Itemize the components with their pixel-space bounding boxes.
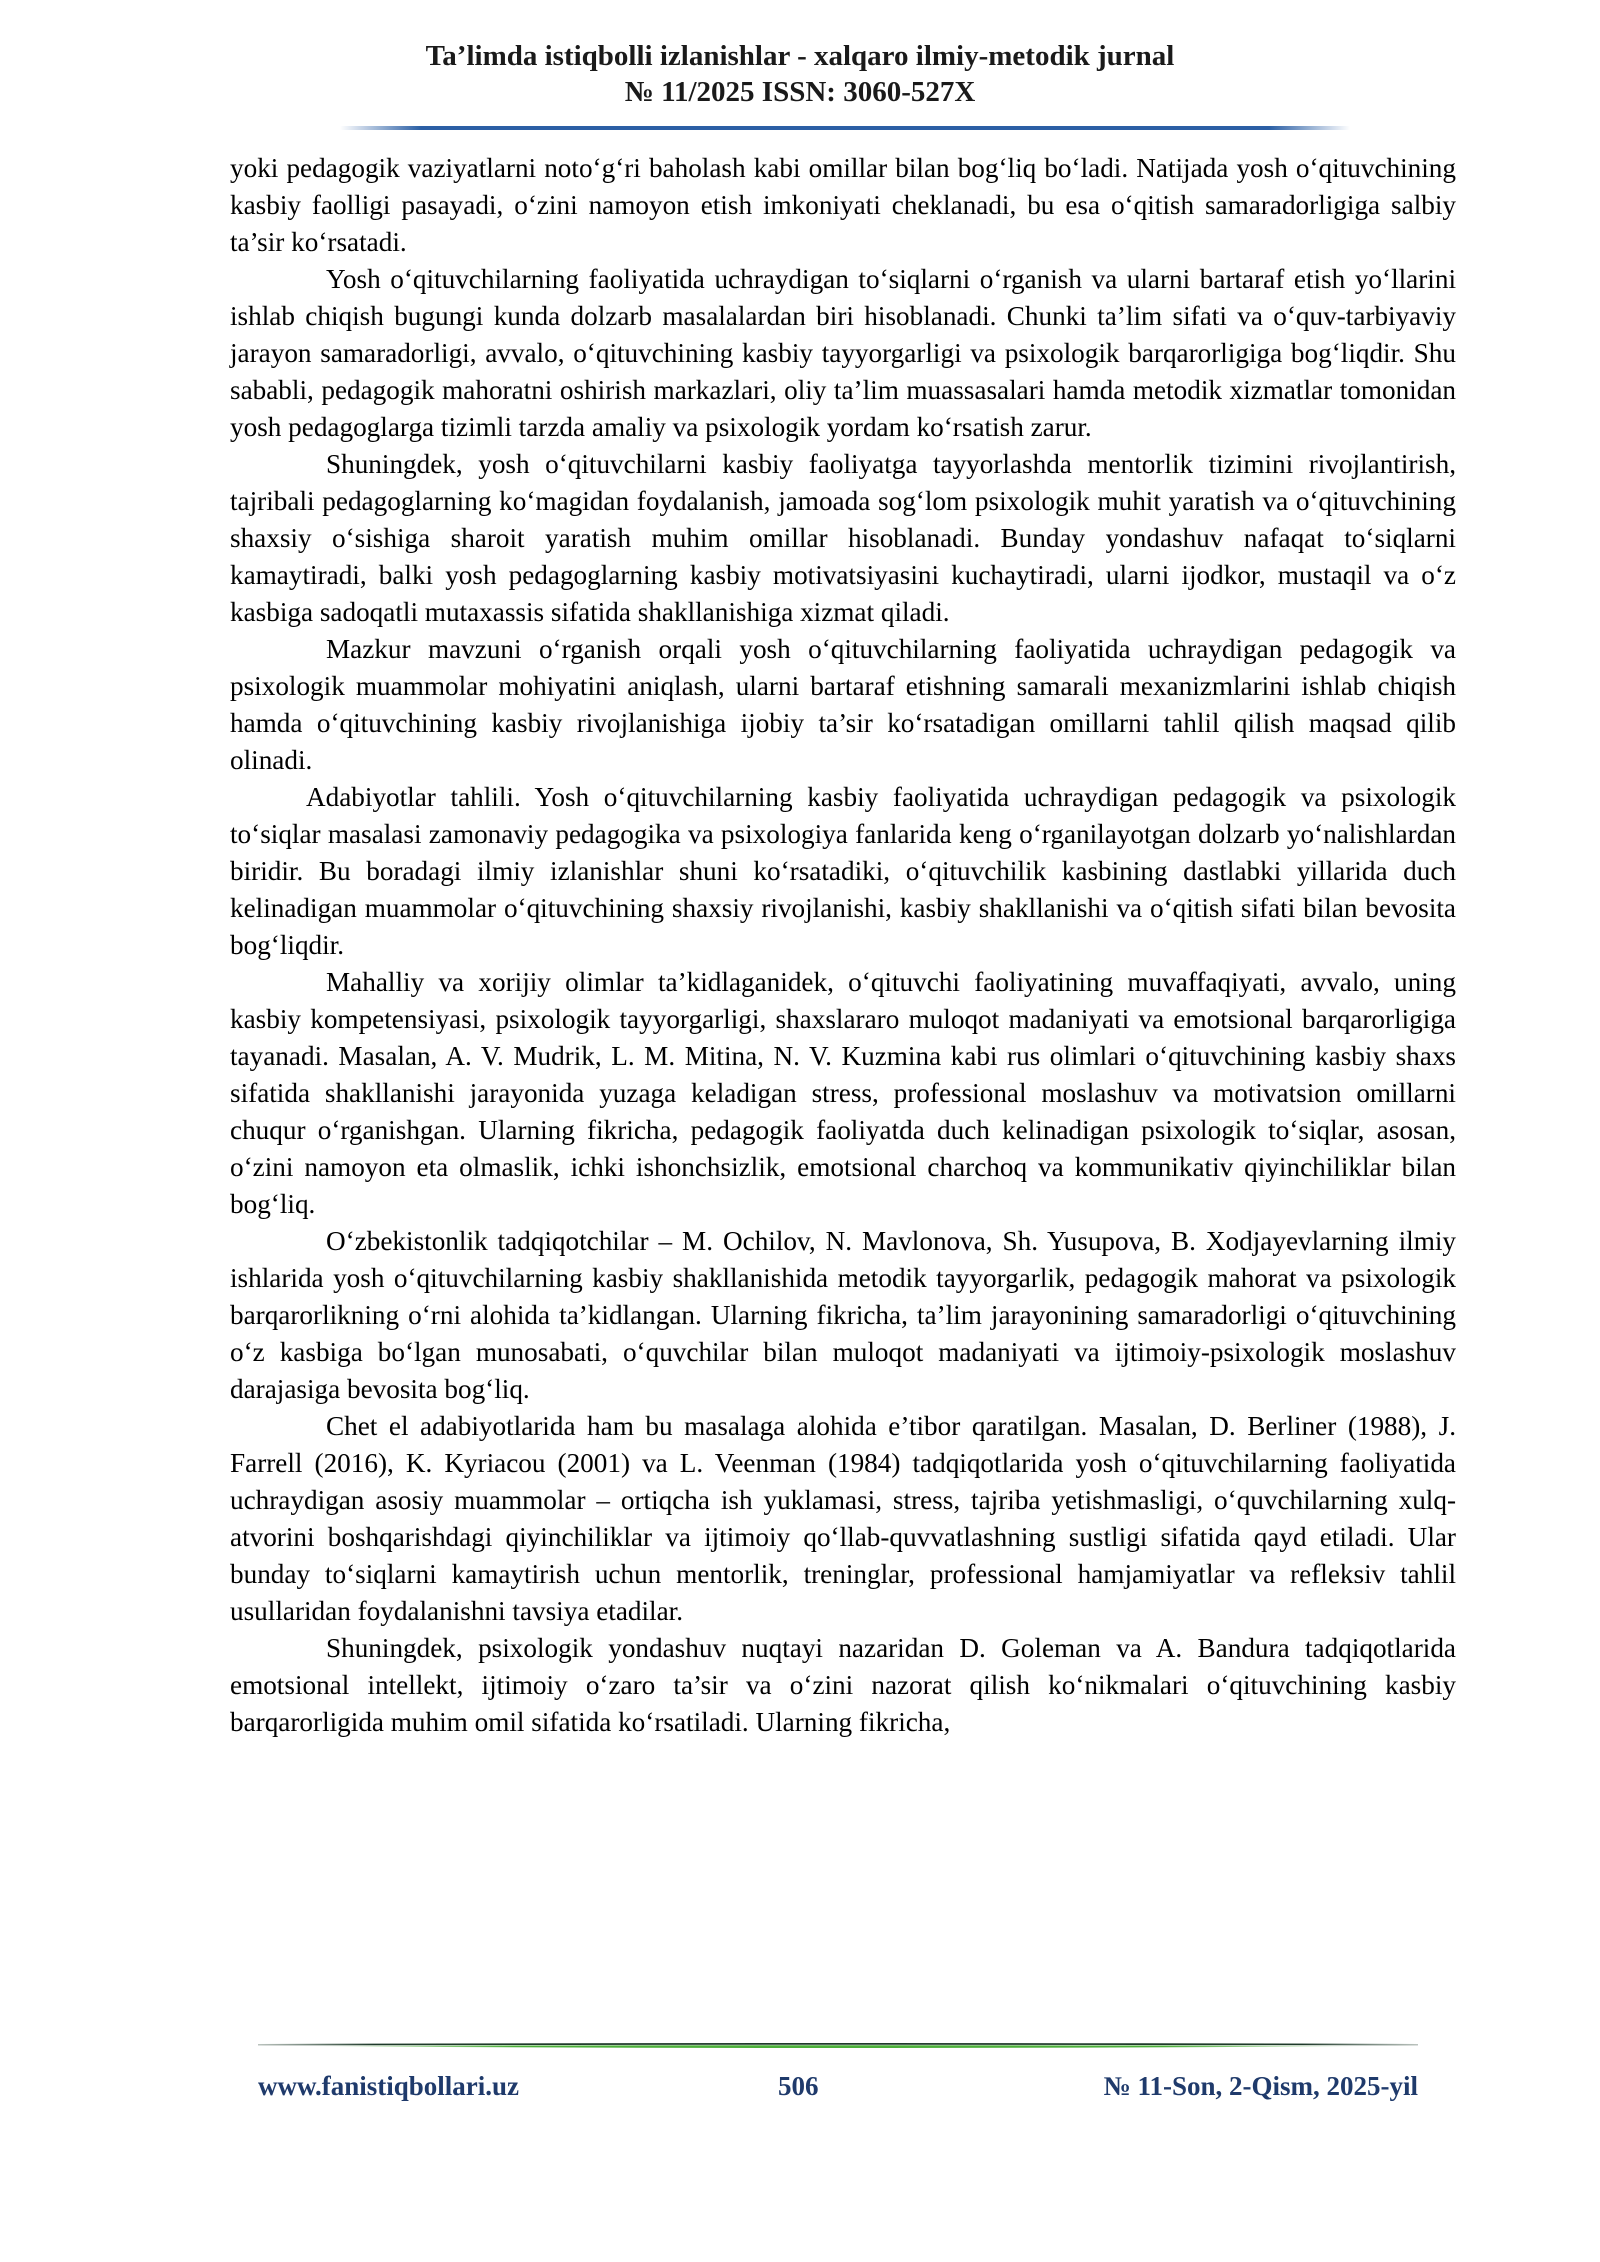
journal-title: Ta’limda istiqbolli izlanishlar - xalqaro ilmiy-metodik jurnal xyxy=(425,40,1175,72)
paragraph: yoki pedagogik vaziyatlarni noto‘g‘ri baholash kabi omillar bilan bog‘liq bo‘ladi. Natijada yosh o‘qituvchining kasbiy faolligi pasayadi, o‘zini namoyon etish imkoniyati cheklanadi, bu esa o‘qitish samaradorligiga salbiy ta’sir ko‘rsatadi. xyxy=(230,153,1456,257)
paragraph: Shuningdek, yosh o‘qituvchilarni kasbiy faoliyatga tayyorlashda mentorlik tizimini rivojlantirish, tajribali pedagoglarning ko‘magidan foydalanish, jamoada sog‘lom psixologik muhit yaratish va o‘qituvchining shaxsiy o‘sishiga sharoit yaratish muhim omillar hisoblanadi. Bunday yondashuv nafaqat to‘siqlarni kamaytiradi, balki yosh pedagoglarning kasbiy motivatsiyasini kuchaytiradi, ularni ijodkor, mustaqil va o‘z kasbiga sadoqatli mutaxassis sifatida shakllanishiga xizmat qiladi. xyxy=(230,449,1456,627)
footer-divider-graphic xyxy=(258,2042,1418,2050)
paragraph: Shuningdek, psixologik yondashuv nuqtayi nazaridan D. Goleman va A. Bandura tadqiqotlarida emotsional intellekt, ijtimoiy o‘zaro ta’sir va o‘zini nazorat qilish ko‘nikmalari o‘qituvchining kasbiy barqarorligida muhim omil sifatida ko‘rsatiladi. Ularning fikricha, xyxy=(230,1633,1456,1737)
page-header xyxy=(0,38,1600,110)
page-number: 506 xyxy=(778,2071,819,2101)
article-body xyxy=(230,150,1456,1741)
paragraph: O‘zbekistonlik tadqiqotchilar – M. Ochilov, N. Mavlonova, Sh. Yusupova, B. Xodjayevlarning ilmiy ishlarida yosh o‘qituvchilarning kasbiy shakllanishida metodik tayyorgarlik, pedagogik mahorat va psixologik barqarorlikning o‘rni alohida ta’kidlangan. Ularning fikricha, ta’lim jarayonining samaradorligi o‘qituvchining o‘z kasbiga bo‘lgan munosabati, o‘quvchilar bilan muloqot madaniyati va ijtimoiy-psixologik moslashuv darajasiga bevosita bog‘liq. xyxy=(230,1226,1456,1404)
header-divider xyxy=(340,126,1350,130)
paragraph: Mazkur mavzuni o‘rganish orqali yosh o‘qituvchilarning faoliyatida uchraydigan pedagogik va psixologik muammolar mohiyatini aniqlash, ularni bartaraf etishning samarali mexanizmlarini ishlab chiqish hamda o‘qituvchining kasbiy rivojlanishiga ijobiy ta’sir ko‘rsatadigan omillarni tahlil qilish maqsad qilib olinadi. xyxy=(230,634,1456,775)
footer-divider xyxy=(258,2042,1418,2050)
paragraph: Yosh o‘qituvchilarning faoliyatida uchraydigan to‘siqlarni o‘rganish va ularni bartaraf etish yo‘llarini ishlab chiqish bugungi kunda dolzarb masalalardan biri hisoblanadi. Chunki ta’lim sifati va o‘quv-tarbiyaviy jarayon samaradorligi, avvalo, o‘qituvchining kasbiy tayyorgarligi va psixologik barqarorligiga bog‘liqdir. Shu sababli, pedagogik mahoratni oshirish markazlari, oliy ta’lim muassasalari hamda metodik xizmatlar tomonidan yosh pedagoglarga tizimli tarzda amaliy va psixologik yordam ko‘rsatish zarur. xyxy=(230,264,1456,442)
issue-info: № 11-Son, 2-Qism, 2025-yil xyxy=(1103,2071,1418,2101)
journal-website-link[interactable]: www.fanistiqbollari.uz xyxy=(258,2071,520,2101)
page-footer xyxy=(258,2066,1418,2106)
issue-line: № 11/2025 ISSN: 3060-527X xyxy=(624,76,976,108)
paragraph: Mahalliy va xorijiy olimlar ta’kidlaganidek, o‘qituvchi faoliyatining muvaffaqiyati, avvalo, uning kasbiy kompetensiyasi, psixologik tayyorgarligi, shaxslararo muloqot madaniyati va emotsional barqarorligiga tayanadi. Masalan, A. V. Mudrik, L. M. Mitina, N. V. Kuzmina kabi rus olimlari o‘qituvchining kasbiy shaxs sifatida shakllanishi jarayonida yuzaga keladigan stress, professional moslashuv va motivatsion omillarni chuqur o‘rganishgan. Ularning fikricha, pedagogik faoliyatda duch kelinadigan psixologik to‘siqlar, asosan, o‘zini namoyon eta olmaslik, ichki ishonchsizlik, emotsional charchoq va kommunikativ qiyinchiliklar bilan bog‘liq. xyxy=(230,967,1456,1219)
paragraph: Adabiyotlar tahlili. Yosh o‘qituvchilarning kasbiy faoliyatida uchraydigan pedagogik va psixologik to‘siqlar masalasi zamonaviy pedagogika va psixologiya fanlarida keng o‘rganilayotgan dolzarb yo‘nalishlardan biridir. Bu boradagi ilmiy izlanishlar shuni ko‘rsatadiki, o‘qituvchilik kasbining dastlabki yillarida duch kelinadigan muammolar o‘qituvchining shaxsiy rivojlanishi, kasbiy shakllanishi va o‘qitish sifati bilan bevosita bog‘liqdir. xyxy=(230,782,1456,960)
paragraph: Chet el adabiyotlarida ham bu masalaga alohida e’tibor qaratilgan. Masalan, D. Berliner (1988), J. Farrell (2016), K. Kyriacou (2001) va L. Veenman (1984) tadqiqotlarida yosh o‘qituvchilarning faoliyatida uchraydigan asosiy muammolar – ortiqcha ish yuklamasi, stress, tajriba yetishmasligi, o‘quvchilarning xulq-atvorini boshqarishdagi qiyinchiliklar va ijtimoiy qo‘llab-quvvatlashning sustligi sifatida qayd etiladi. Ular bunday to‘siqlarni kamaytirish uchun mentorlik, treninglar, professional hamjamiyatlar va refleksiv tahlil usullaridan foydalanishni tavsiya etadilar. xyxy=(230,1411,1456,1626)
